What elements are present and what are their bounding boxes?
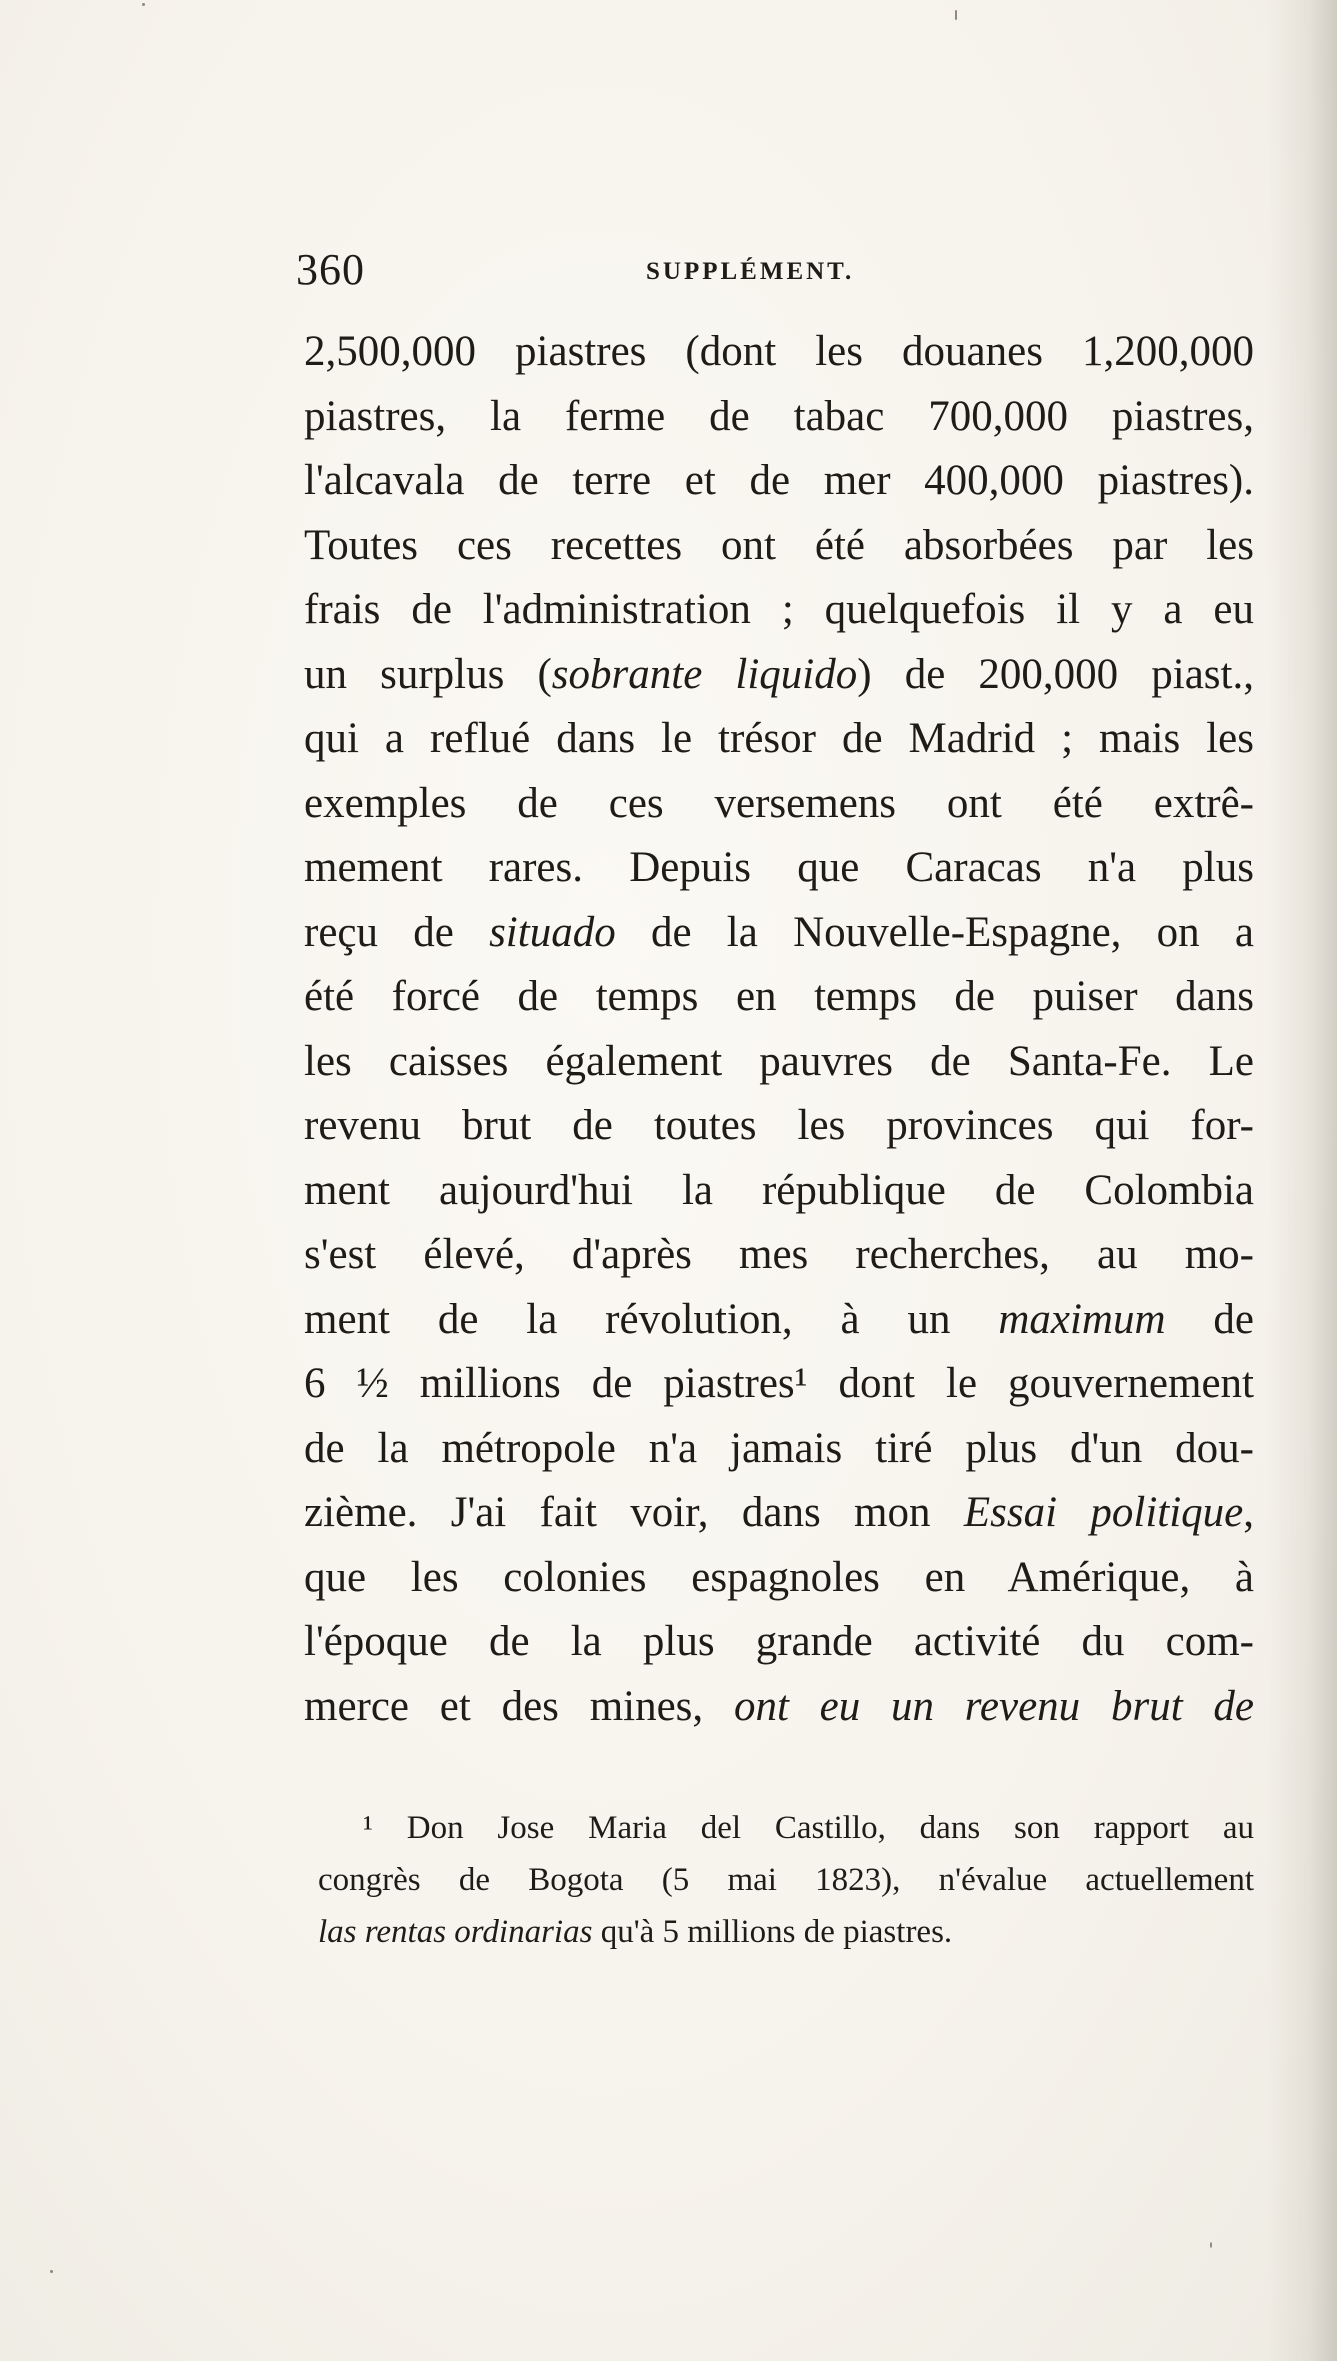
page-number: 360 (296, 245, 365, 294)
text-line: ment de la révolution, à un maximum de (304, 1295, 1254, 1343)
text-line: merce et des mines, ont eu un revenu brut de (304, 1682, 1254, 1730)
text-line: piastres, la ferme de tabac 700,000 piastres, (304, 392, 1254, 440)
text-line: exemples de ces versemens ont été extrê- (304, 779, 1254, 827)
text-line: l'alcavala de terre et de mer 400,000 piastres). (304, 457, 1254, 504)
body-text (304, 320, 1254, 1739)
italic-term: ont eu un revenu brut de (733, 1682, 1254, 1730)
page-header (296, 245, 1256, 308)
footnote (318, 1802, 1254, 1958)
text-line: Toutes ces recettes ont été absorbées par les (304, 521, 1254, 569)
text-line: 2,500,000 piastres (dont les douanes 1,200,000 (304, 328, 1254, 375)
page-edge-shadow (1267, 0, 1337, 2361)
text-line: que les colonies espagnoles en Amérique, à (304, 1553, 1254, 1601)
text-line: été forcé de temps en temps de puiser dans (304, 973, 1254, 1020)
footnote-line: congrès de Bogota (5 mai 1823), n'évalue actuellement (318, 1862, 1254, 1898)
footnote-line: ¹ Don Jose Maria del Castillo, dans son rapport au (363, 1810, 1254, 1846)
text-line: mement rares. Depuis que Caracas n'a plus (304, 844, 1254, 891)
paper-speck (142, 3, 145, 6)
footnote-line: las rentas ordinarias qu'à 5 millions de piastres. (318, 1914, 953, 1950)
text-line: de la métropole n'a jamais tiré plus d'un dou- (304, 1424, 1254, 1472)
italic-term: situado (489, 908, 616, 956)
italic-term: sobrante liquido (551, 650, 858, 698)
text-line: ment aujourd'hui la république de Colombia (304, 1166, 1254, 1214)
paper-speck (1210, 2242, 1212, 2248)
text-line: zième. J'ai fait voir, dans mon Essai politique, (304, 1489, 1254, 1536)
text-line: les caisses également pauvres de Santa-Fe. Le (304, 1037, 1254, 1085)
text-line: frais de l'administration ; quelquefois il y a eu (304, 586, 1254, 633)
italic-term: Essai politique (963, 1489, 1244, 1536)
text-line: 6 ½ millions de piastres¹ dont le gouvernement (304, 1360, 1254, 1407)
text-line: reçu de situado de la Nouvelle-Espagne, on a (304, 908, 1255, 956)
text-line: s'est élevé, d'après mes recherches, au mo- (304, 1231, 1254, 1278)
text-line: qui a reflué dans le trésor de Madrid ; mais les (304, 715, 1254, 762)
running-head: SUPPLÉMENT. (646, 258, 855, 285)
italic-term: maximum (998, 1295, 1166, 1343)
paper-speck (50, 2270, 53, 2273)
italic-term: las rentas ordinarias (318, 1914, 593, 1950)
text-line: l'époque de la plus grande activité du com- (304, 1618, 1254, 1665)
text-line: revenu brut de toutes les provinces qui for- (304, 1102, 1254, 1149)
text-line: un surplus (sobrante liquido) de 200,000 piast., (304, 650, 1254, 698)
paper-speck (955, 10, 957, 20)
